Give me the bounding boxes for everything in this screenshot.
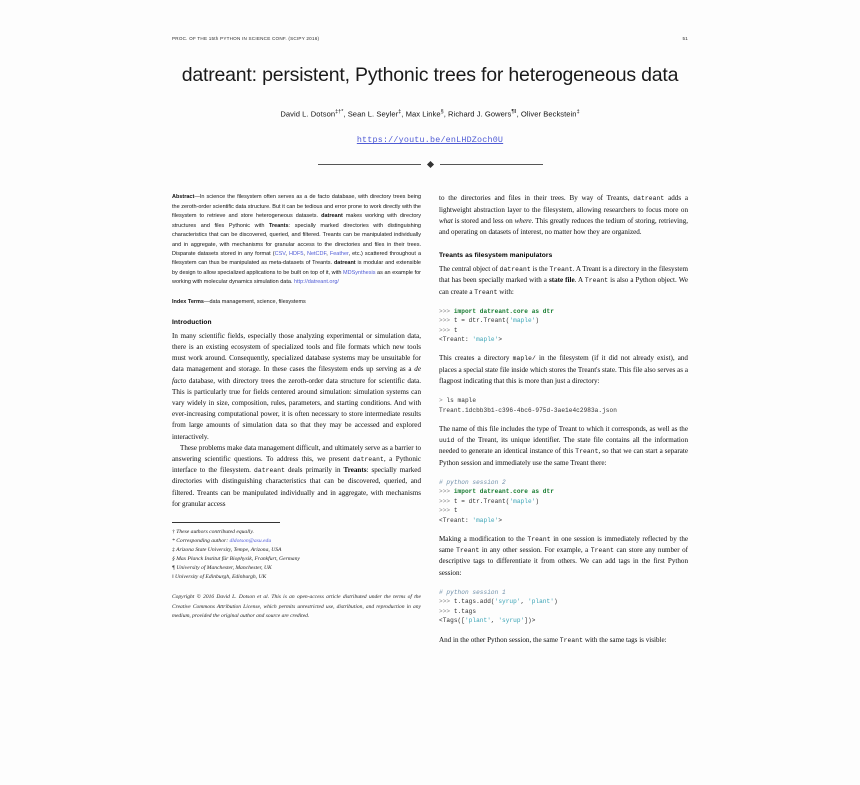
footnote-separator — [172, 522, 280, 523]
footnote-text: University of Manchester, Manchester, UK — [176, 565, 272, 572]
intro-paragraph-1: In many scientific fields, especially those analyzing experimental or simulation data, there is an existing ecosystem of specialized tools and file formats which new tools must work around. Consequently, specialized database systems may be unsuitable for data management and storage. In these cases the filesystem ends up serving as a de facto database, with directory trees the zeroth-order data structure for scientific data. This is particularly true for fields centered around simulation: simulation systems can vary widely in size, composition, rules, parameters, and starting conditions. And with ever-increasing computational power, it is often necessary to store intermediate results from large amounts of simulation data so that they may be accessed and explored interactively. — [172, 331, 421, 441]
footnotes-block — [172, 528, 421, 582]
code-block-create-treant: >>> import datreant.core as dtr >>> t = dtr.Treant('maple') >>> t <Treant: 'maple'> — [439, 307, 554, 344]
code-block-session-1-tags: # python session 1 >>> t.tags.add('syrup', 'plant') >>> t.tags <Tags(['plant', 'syrup'])> — [439, 588, 558, 625]
footnote-item — [172, 537, 421, 546]
right-column — [439, 193, 688, 645]
abstract: Abstract—In science the filesystem often serves as a de facto database, with directory trees being the zeroth-order scientific data structure. But it can be tedious and error prone to work directly with the filesystem to retrieve and store heterogeneous datasets. datreant makes working with directory structures and files Pythonic with Treants: specially marked directories with distinguishing characteristics that can be discovered, queried, and filtered. Treants can be manipulated individually and in aggregate, with mechanisms for granular access to the directories and files in their trees. Disparate datasets stored in any format (CSV, HDF5, NetCDF, Feather, etc.) scattered throughout a filesystem can thus be manipulated as meta-datasets of Treants. datreant is modular and extensible by design to allow specialized applications to be built on top of it, with MDSynthesis as an example for working with molecular dynamics simulation data. http://datreant.org/ — [172, 194, 422, 286]
footnote-item — [172, 555, 421, 564]
section-heading-introduction: Introduction — [172, 318, 212, 326]
running-header — [172, 36, 688, 42]
treants-paragraph-5: And in the other Python session, the same Treant with the same tags is visible: — [439, 635, 667, 644]
intro-paragraph-2: These problems make data management difficult, and ultimately serve as a barrier to answering scientific questions. To address this, we present datreant, a Pythonic interface to the filesystem. datreant deals primarily in Treants: specially marked directories with distinguishing characteristics that can be discovered, queried, and filtered. Treants can be manipulated individually and in aggregate, with mechanisms for granular access — [172, 443, 421, 508]
footnote-marker: § — [172, 556, 175, 563]
code-block-ls-maple: > ls maple Treant.1dcbb3b1-c396-4bc6-975d-3ae1e4c2983a.json — [439, 397, 617, 414]
footnote-item — [172, 528, 421, 537]
continuation-paragraph: to the directories and files in their trees. By way of Treants, datreant adds a lightweight abstraction layer to the filesystem, allowing researchers to focus more on what is stored and less on where. This greatly reduces the tedium of storing, retrieving, and operating on datasets of interest, no matter how they are organized. — [439, 194, 689, 236]
divider-line-left — [318, 164, 421, 165]
page-title: datreant: persistent, Pythonic trees for heterogeneous data — [181, 64, 679, 86]
treants-paragraph-2: This creates a directory maple/ in the filesystem (if it did not already exist), and places a special state file inside which stores the Treant's state. This file also serves as a flagpost indicating that this is more than just a directory: — [439, 354, 688, 385]
footnote-item — [172, 573, 421, 582]
title-divider — [172, 162, 688, 167]
footnote-marker: * — [172, 538, 175, 545]
divider-line-right — [440, 164, 543, 165]
footnote-text: Max Planck Institut für Biophysik, Frankfurt, Germany — [176, 556, 300, 563]
treants-paragraph-3: The name of this file includes the type of Treant to which it corresponds, as well as the uuid of the Treant, its unique identifier. The state file contains all the information needed to generate an identical instance of this Treant, so that we can start a separate Python session and immediately use the same Treant there: — [439, 424, 688, 467]
author-list: David L. Dotson‡†*, Sean L. Seyler‡, Max Linke§, Richard J. Gowers¶‖, Oliver Beckstein‡ — [280, 108, 580, 119]
code-block-session-2: # python session 2 >>> import datreant.core as dtr >>> t = dtr.Treant('maple') >>> t <Treant: 'maple'> — [439, 478, 554, 524]
footnote-text[interactable]: Corresponding author: dldotson@asu.edu — [176, 538, 272, 545]
treants-paragraph-1: The central object of datreant is the Treant. A Treant is a directory in the filesystem that has been specially marked with a state file. A Treant is also a Python object. We can create a Treant with: — [439, 265, 688, 296]
footnote-item — [172, 564, 421, 573]
left-column — [172, 193, 421, 645]
section-heading-treants: Treants as filesystem manipulators — [439, 252, 553, 260]
treants-paragraph-4: Making a modification to the Treant in one session is immediately reflected by the same Treant in any other session. For example, a Treant can store any number of descriptive tags to differentiate it from others. We can add tags in the first Python session: — [439, 534, 689, 577]
footnote-text: University of Edinburgh, Edinburgh, UK — [174, 574, 267, 581]
page-content — [172, 36, 688, 756]
footnote-marker: ‖ — [172, 574, 174, 581]
index-terms: Index Terms—data management, science, filesystems — [172, 298, 306, 305]
video-link[interactable] — [172, 135, 688, 145]
page-number: 51 — [682, 36, 688, 41]
footnote-text: These authors contributed equally. — [176, 529, 254, 536]
running-title: PROC. OF THE 15th PYTHON IN SCIENCE CONF. (SCIPY 2016) — [172, 36, 320, 41]
two-column-body — [172, 193, 688, 645]
copyright-notice: Copyright © 2016 David L. Dotson et al. This is an open-access article distributed under the terms of the Creative Commons Attribution License, which permits unrestricted use, distribution, and reproduction in any medium, provided the original author and source are credited. — [172, 594, 421, 619]
footnote-marker: ‡ — [172, 547, 175, 554]
footnote-marker: † — [172, 529, 175, 536]
video-link-anchor[interactable]: https://youtu.be/enLHDZoch0U — [356, 135, 504, 146]
footnote-marker: ¶ — [172, 565, 175, 572]
footnote-item — [172, 546, 421, 555]
diamond-icon — [426, 161, 433, 168]
footnote-text: Arizona State University, Tempe, Arizona, USA — [176, 547, 282, 554]
